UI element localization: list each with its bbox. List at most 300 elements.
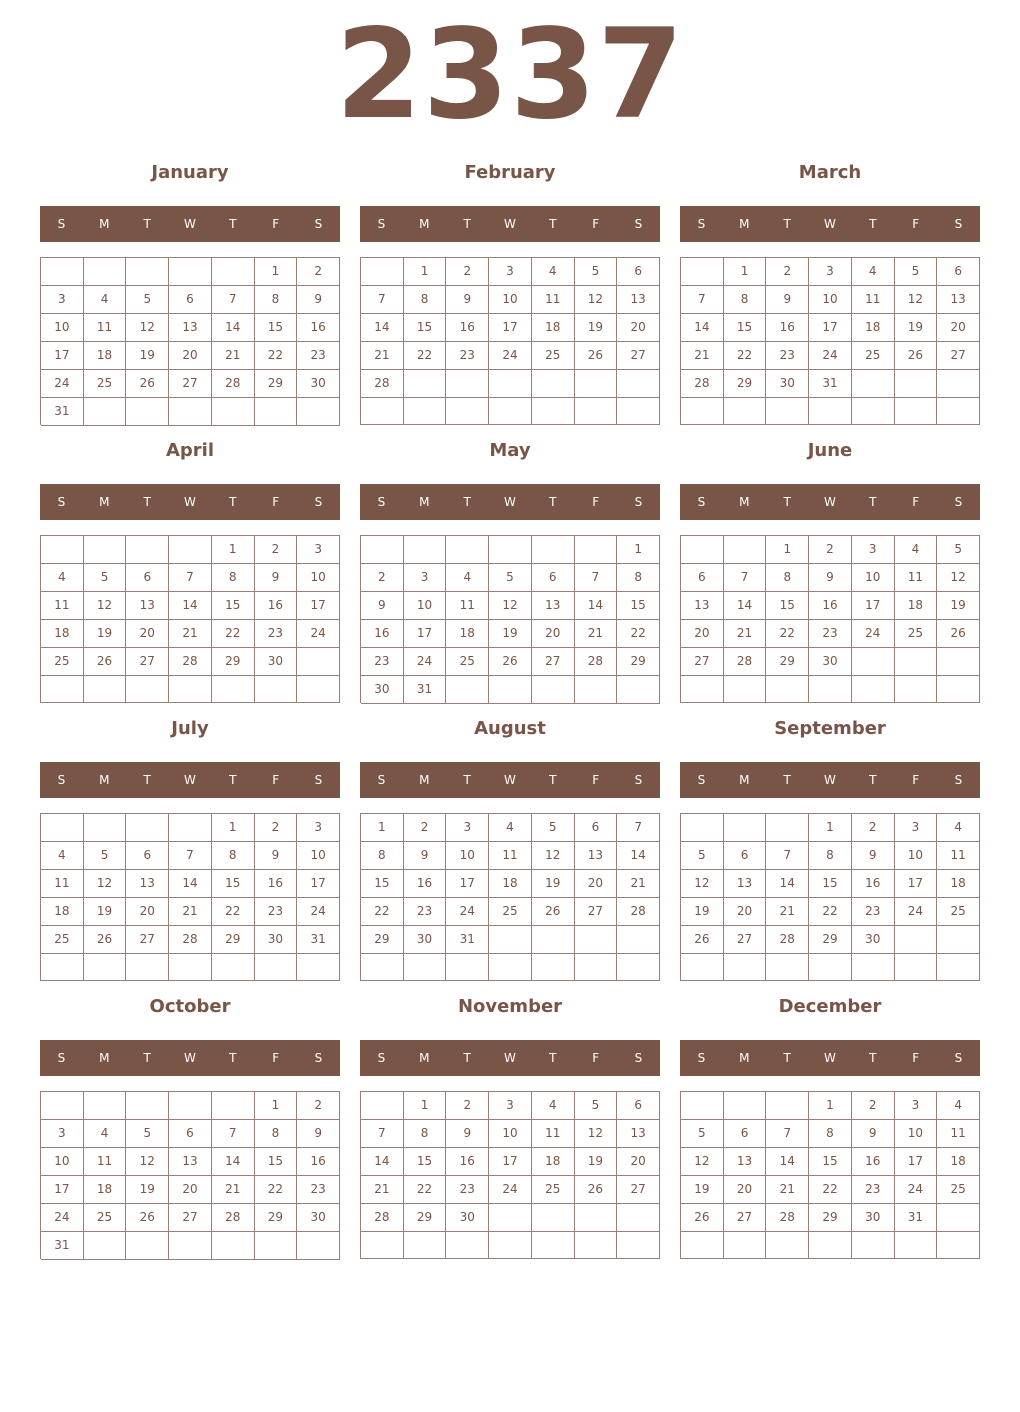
day-cell: 8 bbox=[617, 564, 660, 592]
day-cell: 8 bbox=[404, 1120, 447, 1148]
day-cell: 27 bbox=[126, 648, 169, 676]
weekday-label: S bbox=[57, 217, 66, 231]
weekday-label: M bbox=[99, 1051, 110, 1065]
day-cell: 21 bbox=[766, 1176, 809, 1204]
day-cell: 12 bbox=[681, 1148, 724, 1176]
empty-cell bbox=[446, 370, 489, 398]
day-cell: 25 bbox=[84, 1204, 127, 1232]
empty-cell bbox=[895, 954, 938, 981]
day-cell: 13 bbox=[532, 592, 575, 620]
empty-cell bbox=[724, 398, 767, 425]
day-cell: 10 bbox=[297, 564, 340, 592]
day-cell: 24 bbox=[297, 620, 340, 648]
day-cell: 2 bbox=[446, 1092, 489, 1120]
day-cell: 12 bbox=[532, 842, 575, 870]
month-name: September bbox=[774, 718, 886, 739]
day-cell: 18 bbox=[852, 314, 895, 342]
day-cell: 8 bbox=[724, 286, 767, 314]
empty-cell bbox=[297, 954, 340, 981]
empty-cell bbox=[724, 954, 767, 981]
day-cell: 4 bbox=[446, 564, 489, 592]
day-cell: 28 bbox=[681, 370, 724, 398]
day-grid bbox=[680, 1091, 980, 1259]
day-cell: 18 bbox=[84, 342, 127, 370]
empty-cell bbox=[937, 1204, 980, 1232]
day-cell: 16 bbox=[255, 592, 298, 620]
day-cell: 9 bbox=[255, 564, 298, 592]
day-cell: 19 bbox=[532, 870, 575, 898]
day-cell: 7 bbox=[681, 286, 724, 314]
day-cell: 19 bbox=[681, 898, 724, 926]
day-cell: 6 bbox=[169, 1120, 212, 1148]
empty-cell bbox=[404, 954, 447, 981]
empty-cell bbox=[937, 648, 980, 676]
day-cell: 13 bbox=[937, 286, 980, 314]
empty-cell bbox=[169, 814, 212, 842]
day-cell: 23 bbox=[361, 648, 404, 676]
empty-cell bbox=[41, 954, 84, 981]
day-cell: 5 bbox=[532, 814, 575, 842]
month-name: June bbox=[807, 440, 853, 461]
day-cell: 6 bbox=[617, 258, 660, 286]
day-cell: 4 bbox=[84, 1120, 127, 1148]
month-name: November bbox=[457, 996, 563, 1017]
weekday-label: M bbox=[419, 217, 430, 231]
empty-cell bbox=[766, 1232, 809, 1259]
day-cell: 4 bbox=[852, 258, 895, 286]
day-cell: 1 bbox=[212, 814, 255, 842]
day-cell: 15 bbox=[617, 592, 660, 620]
day-cell: 20 bbox=[169, 1176, 212, 1204]
day-cell: 8 bbox=[255, 286, 298, 314]
day-cell: 11 bbox=[41, 870, 84, 898]
day-cell: 23 bbox=[255, 620, 298, 648]
day-cell: 29 bbox=[212, 926, 255, 954]
day-cell: 5 bbox=[84, 564, 127, 592]
day-cell: 13 bbox=[126, 592, 169, 620]
empty-cell bbox=[895, 648, 938, 676]
day-cell: 8 bbox=[766, 564, 809, 592]
weekday-label: S bbox=[697, 1051, 706, 1065]
weekday-label: S bbox=[634, 217, 643, 231]
empty-cell bbox=[126, 814, 169, 842]
empty-cell bbox=[126, 676, 169, 703]
empty-cell bbox=[41, 676, 84, 703]
day-cell: 30 bbox=[404, 926, 447, 954]
day-cell: 28 bbox=[724, 648, 767, 676]
day-cell: 13 bbox=[724, 1148, 767, 1176]
empty-cell bbox=[895, 370, 938, 398]
empty-cell bbox=[489, 370, 532, 398]
day-cell: 5 bbox=[895, 258, 938, 286]
day-cell: 23 bbox=[852, 1176, 895, 1204]
day-cell: 23 bbox=[446, 342, 489, 370]
day-cell: 16 bbox=[852, 1148, 895, 1176]
empty-cell bbox=[489, 954, 532, 981]
day-cell: 29 bbox=[809, 1204, 852, 1232]
day-cell: 14 bbox=[212, 1148, 255, 1176]
day-cell: 7 bbox=[169, 842, 212, 870]
day-cell: 20 bbox=[532, 620, 575, 648]
day-cell: 10 bbox=[41, 1148, 84, 1176]
day-cell: 25 bbox=[41, 926, 84, 954]
empty-cell bbox=[255, 676, 298, 703]
day-cell: 9 bbox=[361, 592, 404, 620]
day-cell: 9 bbox=[852, 842, 895, 870]
day-cell: 26 bbox=[84, 926, 127, 954]
day-cell: 31 bbox=[809, 370, 852, 398]
day-cell: 7 bbox=[724, 564, 767, 592]
day-cell: 1 bbox=[809, 814, 852, 842]
empty-cell bbox=[212, 1232, 255, 1260]
day-cell: 26 bbox=[895, 342, 938, 370]
day-cell: 3 bbox=[446, 814, 489, 842]
day-cell: 4 bbox=[937, 1092, 980, 1120]
empty-cell bbox=[852, 648, 895, 676]
empty-cell bbox=[169, 954, 212, 981]
empty-cell bbox=[126, 1092, 169, 1120]
day-cell: 23 bbox=[404, 898, 447, 926]
weekday-header bbox=[360, 762, 660, 798]
day-cell: 1 bbox=[404, 1092, 447, 1120]
empty-cell bbox=[489, 1232, 532, 1259]
day-cell: 27 bbox=[724, 926, 767, 954]
day-cell: 10 bbox=[489, 286, 532, 314]
day-cell: 15 bbox=[255, 314, 298, 342]
day-cell: 2 bbox=[361, 564, 404, 592]
day-cell: 4 bbox=[41, 564, 84, 592]
empty-cell bbox=[212, 398, 255, 426]
day-cell: 29 bbox=[724, 370, 767, 398]
weekday-label: F bbox=[272, 773, 280, 787]
day-cell: 30 bbox=[446, 1204, 489, 1232]
day-cell: 31 bbox=[404, 676, 447, 704]
weekday-label: S bbox=[634, 1051, 643, 1065]
empty-cell bbox=[681, 814, 724, 842]
day-cell: 16 bbox=[809, 592, 852, 620]
day-cell: 15 bbox=[212, 592, 255, 620]
day-cell: 8 bbox=[361, 842, 404, 870]
empty-cell bbox=[575, 954, 618, 981]
day-cell: 8 bbox=[212, 564, 255, 592]
day-cell: 4 bbox=[532, 258, 575, 286]
weekday-header bbox=[680, 762, 980, 798]
day-grid bbox=[680, 535, 980, 703]
empty-cell bbox=[724, 814, 767, 842]
weekday-label: S bbox=[377, 773, 386, 787]
empty-cell bbox=[617, 398, 660, 425]
day-cell: 22 bbox=[361, 898, 404, 926]
day-cell: 6 bbox=[126, 842, 169, 870]
day-cell: 25 bbox=[532, 342, 575, 370]
weekday-label: S bbox=[954, 1051, 963, 1065]
empty-cell bbox=[724, 1232, 767, 1259]
day-cell: 29 bbox=[404, 1204, 447, 1232]
weekday-label: T bbox=[549, 217, 557, 231]
month-name: January bbox=[151, 162, 229, 183]
empty-cell bbox=[532, 1232, 575, 1259]
day-cell: 10 bbox=[446, 842, 489, 870]
weekday-label: W bbox=[824, 1051, 836, 1065]
day-cell: 19 bbox=[126, 342, 169, 370]
empty-cell bbox=[575, 1204, 618, 1232]
day-cell: 16 bbox=[852, 870, 895, 898]
day-cell: 1 bbox=[809, 1092, 852, 1120]
day-cell: 3 bbox=[809, 258, 852, 286]
weekday-label: S bbox=[377, 217, 386, 231]
day-cell: 25 bbox=[895, 620, 938, 648]
day-cell: 21 bbox=[361, 342, 404, 370]
day-cell: 1 bbox=[724, 258, 767, 286]
day-cell: 23 bbox=[255, 898, 298, 926]
day-cell: 6 bbox=[532, 564, 575, 592]
day-cell: 29 bbox=[255, 370, 298, 398]
weekday-header bbox=[40, 1040, 340, 1076]
day-cell: 7 bbox=[212, 286, 255, 314]
day-cell: 16 bbox=[766, 314, 809, 342]
weekday-label: S bbox=[697, 495, 706, 509]
day-cell: 28 bbox=[169, 926, 212, 954]
day-cell: 28 bbox=[617, 898, 660, 926]
day-cell: 27 bbox=[617, 342, 660, 370]
day-cell: 5 bbox=[681, 1120, 724, 1148]
empty-cell bbox=[809, 954, 852, 981]
weekday-label: T bbox=[463, 773, 471, 787]
weekday-label: W bbox=[504, 217, 516, 231]
day-cell: 28 bbox=[766, 1204, 809, 1232]
day-cell: 3 bbox=[297, 536, 340, 564]
day-cell: 24 bbox=[489, 342, 532, 370]
empty-cell bbox=[895, 926, 938, 954]
weekday-label: W bbox=[184, 217, 196, 231]
day-cell: 30 bbox=[809, 648, 852, 676]
empty-cell bbox=[852, 398, 895, 425]
day-cell: 28 bbox=[169, 648, 212, 676]
empty-cell bbox=[446, 676, 489, 704]
day-cell: 15 bbox=[724, 314, 767, 342]
weekday-label: M bbox=[99, 495, 110, 509]
day-cell: 19 bbox=[895, 314, 938, 342]
empty-cell bbox=[84, 536, 127, 564]
day-cell: 13 bbox=[617, 286, 660, 314]
empty-cell bbox=[255, 398, 298, 426]
weekday-label: T bbox=[229, 217, 237, 231]
empty-cell bbox=[532, 536, 575, 564]
day-cell: 25 bbox=[84, 370, 127, 398]
day-cell: 26 bbox=[84, 648, 127, 676]
weekday-label: F bbox=[272, 217, 280, 231]
weekday-label: W bbox=[504, 1051, 516, 1065]
day-cell: 12 bbox=[84, 592, 127, 620]
day-cell: 22 bbox=[255, 1176, 298, 1204]
empty-cell bbox=[766, 954, 809, 981]
weekday-label: F bbox=[912, 495, 920, 509]
day-cell: 23 bbox=[809, 620, 852, 648]
day-cell: 24 bbox=[895, 898, 938, 926]
empty-cell bbox=[489, 398, 532, 425]
day-cell: 5 bbox=[575, 1092, 618, 1120]
day-cell: 11 bbox=[84, 314, 127, 342]
day-cell: 6 bbox=[126, 564, 169, 592]
day-cell: 20 bbox=[126, 898, 169, 926]
day-cell: 4 bbox=[489, 814, 532, 842]
day-cell: 9 bbox=[446, 286, 489, 314]
empty-cell bbox=[681, 398, 724, 425]
day-cell: 17 bbox=[852, 592, 895, 620]
day-cell: 3 bbox=[852, 536, 895, 564]
day-cell: 1 bbox=[617, 536, 660, 564]
empty-cell bbox=[852, 1232, 895, 1259]
day-cell: 17 bbox=[809, 314, 852, 342]
empty-cell bbox=[895, 1232, 938, 1259]
day-cell: 7 bbox=[617, 814, 660, 842]
day-cell: 15 bbox=[809, 870, 852, 898]
empty-cell bbox=[297, 648, 340, 676]
day-cell: 23 bbox=[446, 1176, 489, 1204]
empty-cell bbox=[766, 814, 809, 842]
day-cell: 9 bbox=[255, 842, 298, 870]
day-cell: 10 bbox=[809, 286, 852, 314]
empty-cell bbox=[212, 676, 255, 703]
weekday-label: T bbox=[549, 495, 557, 509]
empty-cell bbox=[41, 1092, 84, 1120]
day-cell: 17 bbox=[41, 342, 84, 370]
weekday-label: T bbox=[463, 495, 471, 509]
empty-cell bbox=[937, 954, 980, 981]
day-cell: 18 bbox=[937, 1148, 980, 1176]
day-cell: 6 bbox=[724, 1120, 767, 1148]
empty-cell bbox=[446, 1232, 489, 1259]
weekday-label: T bbox=[869, 1051, 877, 1065]
day-cell: 11 bbox=[446, 592, 489, 620]
day-cell: 20 bbox=[617, 1148, 660, 1176]
weekday-label: M bbox=[99, 217, 110, 231]
day-cell: 7 bbox=[361, 1120, 404, 1148]
day-cell: 26 bbox=[126, 370, 169, 398]
weekday-label: T bbox=[143, 1051, 151, 1065]
day-cell: 15 bbox=[361, 870, 404, 898]
day-cell: 16 bbox=[446, 1148, 489, 1176]
empty-cell bbox=[532, 676, 575, 704]
day-cell: 21 bbox=[575, 620, 618, 648]
day-cell: 11 bbox=[895, 564, 938, 592]
day-cell: 25 bbox=[937, 1176, 980, 1204]
day-cell: 26 bbox=[489, 648, 532, 676]
day-cell: 2 bbox=[297, 1092, 340, 1120]
day-cell: 26 bbox=[126, 1204, 169, 1232]
weekday-label: S bbox=[314, 495, 323, 509]
empty-cell bbox=[212, 954, 255, 981]
day-cell: 21 bbox=[169, 620, 212, 648]
day-cell: 9 bbox=[404, 842, 447, 870]
weekday-label: S bbox=[57, 1051, 66, 1065]
empty-cell bbox=[446, 536, 489, 564]
weekday-label: S bbox=[634, 773, 643, 787]
empty-cell bbox=[766, 676, 809, 703]
empty-cell bbox=[361, 398, 404, 425]
day-cell: 27 bbox=[532, 648, 575, 676]
day-grid bbox=[40, 1091, 340, 1259]
day-cell: 31 bbox=[41, 398, 84, 426]
day-cell: 11 bbox=[41, 592, 84, 620]
day-cell: 22 bbox=[809, 1176, 852, 1204]
day-cell: 27 bbox=[937, 342, 980, 370]
day-cell: 5 bbox=[126, 286, 169, 314]
day-cell: 11 bbox=[532, 286, 575, 314]
day-cell: 18 bbox=[84, 1176, 127, 1204]
day-cell: 18 bbox=[41, 898, 84, 926]
day-cell: 16 bbox=[297, 1148, 340, 1176]
day-cell: 4 bbox=[937, 814, 980, 842]
day-cell: 13 bbox=[617, 1120, 660, 1148]
day-cell: 3 bbox=[297, 814, 340, 842]
empty-cell bbox=[681, 1232, 724, 1259]
month-name: April bbox=[165, 440, 215, 461]
day-grid bbox=[360, 1091, 660, 1259]
empty-cell bbox=[852, 676, 895, 703]
day-cell: 21 bbox=[681, 342, 724, 370]
day-cell: 21 bbox=[361, 1176, 404, 1204]
weekday-label: T bbox=[783, 495, 791, 509]
day-cell: 20 bbox=[169, 342, 212, 370]
weekday-label: T bbox=[463, 217, 471, 231]
empty-cell bbox=[446, 954, 489, 981]
weekday-label: T bbox=[783, 217, 791, 231]
day-cell: 14 bbox=[681, 314, 724, 342]
empty-cell bbox=[255, 954, 298, 981]
day-cell: 2 bbox=[852, 814, 895, 842]
day-cell: 7 bbox=[169, 564, 212, 592]
day-cell: 31 bbox=[446, 926, 489, 954]
day-cell: 2 bbox=[852, 1092, 895, 1120]
day-cell: 17 bbox=[895, 1148, 938, 1176]
day-cell: 10 bbox=[852, 564, 895, 592]
day-cell: 17 bbox=[489, 314, 532, 342]
month-name: October bbox=[149, 996, 231, 1017]
weekday-label: T bbox=[463, 1051, 471, 1065]
day-cell: 25 bbox=[446, 648, 489, 676]
empty-cell bbox=[169, 1092, 212, 1120]
day-cell: 11 bbox=[489, 842, 532, 870]
empty-cell bbox=[489, 536, 532, 564]
weekday-label: M bbox=[419, 495, 430, 509]
weekday-label: T bbox=[143, 773, 151, 787]
empty-cell bbox=[617, 1232, 660, 1259]
day-cell: 24 bbox=[852, 620, 895, 648]
weekday-label: F bbox=[912, 217, 920, 231]
empty-cell bbox=[937, 676, 980, 703]
day-cell: 14 bbox=[361, 314, 404, 342]
empty-cell bbox=[575, 926, 618, 954]
day-cell: 11 bbox=[532, 1120, 575, 1148]
empty-cell bbox=[41, 258, 84, 286]
empty-cell bbox=[361, 258, 404, 286]
day-cell: 9 bbox=[297, 1120, 340, 1148]
empty-cell bbox=[681, 536, 724, 564]
empty-cell bbox=[84, 676, 127, 703]
month-name: July bbox=[171, 718, 209, 739]
day-cell: 22 bbox=[255, 342, 298, 370]
empty-cell bbox=[575, 536, 618, 564]
day-cell: 10 bbox=[404, 592, 447, 620]
day-cell: 17 bbox=[446, 870, 489, 898]
day-cell: 27 bbox=[724, 1204, 767, 1232]
weekday-label: F bbox=[912, 1051, 920, 1065]
day-cell: 14 bbox=[169, 592, 212, 620]
day-cell: 31 bbox=[41, 1232, 84, 1260]
day-cell: 30 bbox=[297, 370, 340, 398]
day-cell: 20 bbox=[937, 314, 980, 342]
